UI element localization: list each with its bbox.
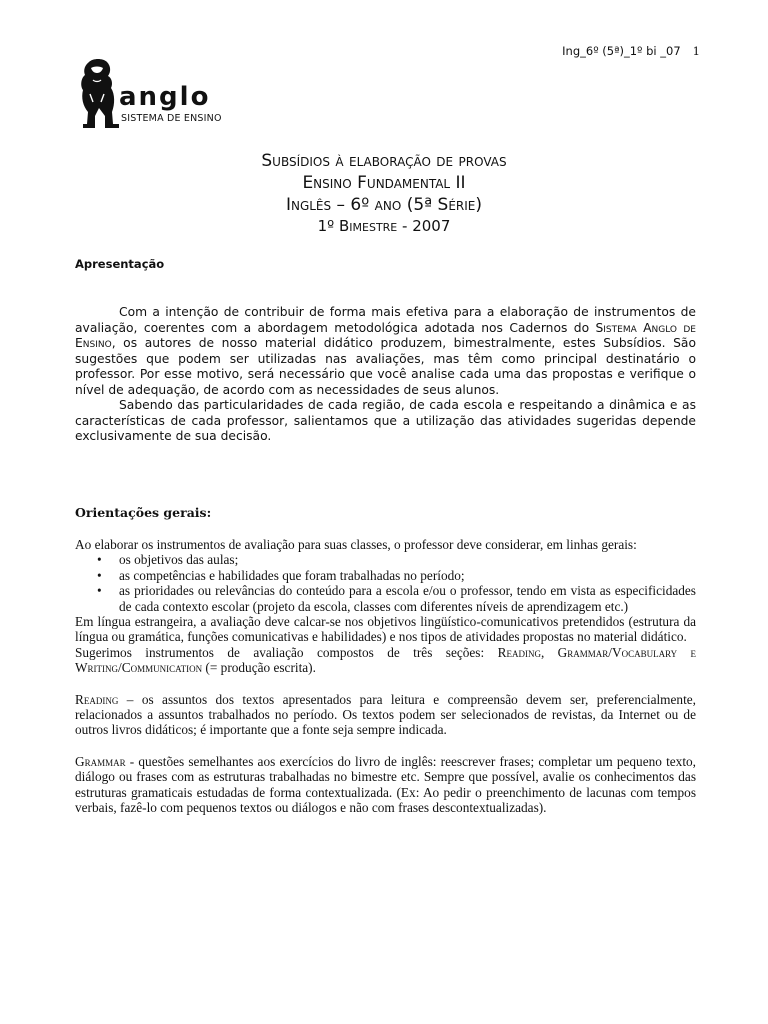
orientacoes-intro: Ao elaborar os instrumentos de avaliação para suas classes, o professor deve considerar, em linhas gerais:	[75, 537, 637, 552]
title-line-4: 1º Bimestre - 2007	[317, 217, 451, 235]
title-line-3: Inglês – 6º ano (5ª Série)	[285, 195, 483, 215]
apresentacao-section	[75, 305, 696, 445]
sugerimos-paragraph: Sugerimos instrumentos de avaliação compostos de três seções: Reading, Grammar/Vocabulary e Writing/Communication (= produção escrita).	[75, 644, 697, 676]
orientacoes-list	[75, 552, 696, 614]
reading-paragraph: Reading – os assuntos dos textos apresentados para leitura e compreensão devem ser, preferencialmente, relacionados a assuntos trabalhados no período. Os textos podem ser selecionados de revistas, da Internet ou de outros livros didáticos; é importante que a fonte seja sempre indicada.	[75, 691, 696, 738]
page-header	[520, 44, 700, 58]
apresentacao-heading: Apresentação	[75, 257, 165, 271]
list-item: • as competências e habilidades que foram trabalhadas no período;	[119, 568, 696, 583]
document-reference: Ing_6º (5ª)_1º bi _07	[562, 44, 681, 58]
title-line-1: Subsídios à elaboração de provas	[261, 151, 507, 171]
orientacoes-heading: Orientações gerais:	[75, 505, 212, 520]
logo-subtitle: SISTEMA DE ENSINO	[121, 113, 222, 124]
list-item: • as prioridades ou relevâncias do conteúdo para a escola e/ou o professor, tendo em vista as especificidades de cada contexto escolar (projeto da escola, classes com diferentes níveis de aprendizagem etc.)	[119, 583, 696, 614]
lion-icon	[75, 58, 121, 130]
grammar-label: Grammar	[75, 753, 126, 769]
page-number: 1	[692, 44, 700, 58]
title-line-2: Ensino Fundamental II	[302, 173, 466, 193]
anglo-logo	[75, 58, 225, 130]
lingua-estrangeira-paragraph: Em língua estrangeira, a avaliação deve calcar-se nos objetivos lingüístico-comunicativos pretendidos (estrutura da língua ou gramática, funções comunicativas e habilidades) e nos tipos de atividades propostas no material didático.	[75, 614, 696, 645]
apresentacao-paragraph-1: Com a intenção de contribuir de forma mais efetiva para a elaboração de instrumentos de avaliação, coerentes com a abordagem metodológica adotada nos Cadernos do Sistema Anglo de Ensino, os autores de nosso material didático produzem, bimestralmente, estes Subsídios. São sugestões que podem ser utilizadas nas avaliações, mas têm como principal destinatário o professor. Por esse motivo, será necessário que você analise cada uma das propostas e verifique o nível de adequação, de acordo com as necessidades de seus alunos.	[75, 305, 696, 397]
apresentacao-paragraph-2: Sabendo das particularidades de cada região, de cada escola e respeitando a dinâmica e as características de cada professor, salientamos que a utilização das atividades sugeridas depende exclusivamente de sua decisão.	[75, 398, 696, 443]
logo-wordmark: anglo	[119, 82, 211, 112]
document-title-block	[0, 150, 768, 236]
reading-label: Reading	[75, 691, 119, 707]
grammar-paragraph: Grammar - questões semelhantes aos exercícios do livro de inglês: reescrever frases; completar um pequeno texto, diálogo ou frases com as estruturas trabalhadas no bimestre etc. Sempre que possível, avalie os conhecimentos das estruturas gramaticais estudadas de forma contextualizada. (Ex: Ao pedir o preenchimento de lacunas com tempos verbais, fazê-lo com pequenos textos ou diálogos e não com frases descontextualizadas).	[75, 753, 696, 816]
orientacoes-section	[75, 537, 696, 816]
list-item: • os objetivos das aulas;	[119, 552, 696, 567]
